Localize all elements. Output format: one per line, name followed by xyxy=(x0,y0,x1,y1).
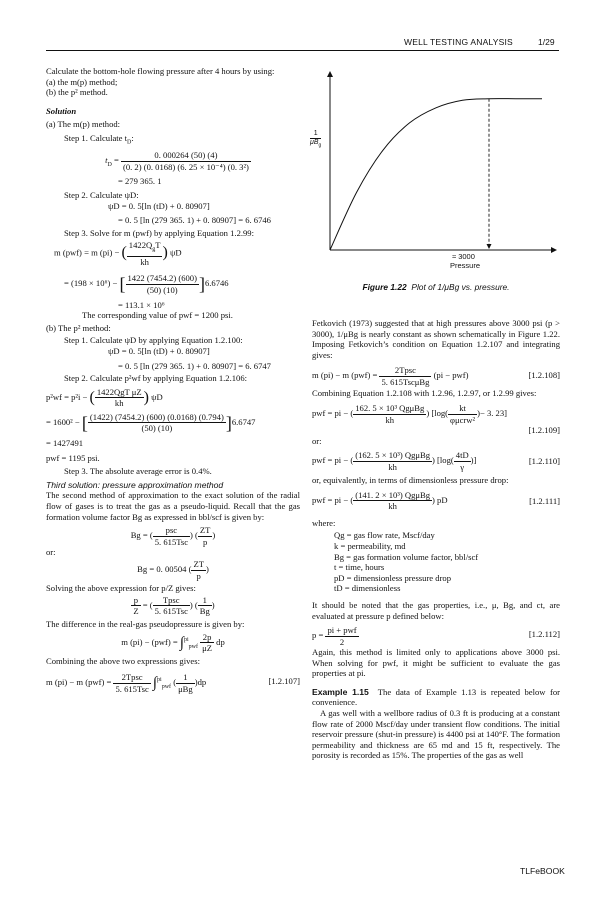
def-item: k = permeability, md xyxy=(334,540,406,551)
def-item: tD = dimensionless xyxy=(334,583,401,594)
footer-mark: TLFeBOOK xyxy=(520,866,565,876)
example-1-15: Example 1.15 The data of Example 1.13 is repeated below for convenience. xyxy=(312,686,560,708)
x-axis-label: Pressure xyxy=(450,261,481,270)
or-text-2: or: xyxy=(312,435,322,446)
step3-a: Step 3. Solve for m (pwf) by applying Equation 1.2.99: xyxy=(64,227,254,238)
def-item: t = time, hours xyxy=(334,562,385,573)
difference-text: The difference in the real-gas pseudopressure is given by: xyxy=(46,618,245,629)
fetkovich-paragraph: Fetkovich (1973) suggested that at high pressures above 3000 psi (p > 3000), 1/μBg is nearly constant as shown schematically in Figure 1.22. Imposing Fetkovich’s condition on Equation 1.2.107 and integrating gives: xyxy=(312,318,560,360)
p2-pwf: pwf = 1195 psi. xyxy=(46,452,100,463)
combining-text: Combining the above two expressions gives: xyxy=(46,655,200,666)
equation-109: pwf = pi − ( $\frac{\text{162. 5 × 10³ QgμBg}}{kh}$ ) [log( $\frac{kt}{\text{φμcrw²}}$ )− 3. 23] xyxy=(312,402,508,425)
tD-numerator: 0. 000264 (50) (4) xyxy=(121,150,251,162)
def-item: pD = dimensionless pressure drop xyxy=(334,572,452,583)
pz-equation: $\frac{p}{Z}$ = ( $\frac{\text{Tpsc}}{\text{5. 615Tsc}}$ ) ( $\frac{1}{Bg}$ ) xyxy=(133,594,215,617)
third-solution-heading: Third solution: pressure approximation method xyxy=(46,479,224,490)
figure-1-22 xyxy=(310,68,560,278)
tD-denominator: (0. 2) (0. 0168) (6. 25 × 10⁻⁴) (0. 3²) xyxy=(122,161,249,172)
y-axis-label: 1 $\mu B_g$ xyxy=(310,130,322,149)
third-solution-body: The second method of approximation to the exact solution of the radial flow of gases is to treat the gas as a pseudo-liquid. Recall that the gas formation volume factor Bg as expressed in bbl/scf is given by: xyxy=(46,490,300,522)
step3-b: Step 3. The absolute average error is 0.4%. xyxy=(64,466,212,477)
psi-value: = 0. 5 [ln (279 365. 1) + 0. 80907] = 6. 6746 xyxy=(118,215,271,226)
chart-svg xyxy=(310,68,560,278)
step1-a: Step 1. Calculate $t_D$: xyxy=(64,132,134,146)
p2-calc: = 1600² − [ $\frac{(1422) (7454.2) (600) (0.0168) (0.794)}{(50) (10)}$ ]6.6747 xyxy=(46,411,256,434)
running-title: WELL TESTING ANALYSIS xyxy=(404,37,513,47)
part-a-heading: (a) The m(p) method: xyxy=(46,119,121,130)
bg-equation: Bg = ( $\frac{\text{psc}}{\text{5. 615Tsc}}$ ) ( $\frac{ZT}{p}$ ) xyxy=(130,525,216,547)
p2-value: = 1427491 xyxy=(46,438,84,449)
right-column xyxy=(312,318,560,761)
option-b: (b) the p² method. xyxy=(46,87,108,98)
equation-110: pwf = pi − ( $\frac{\text{(162. 5 × 10³) QgμBg}}{kh}$ ) [log( $\frac{4tD}{\gamma}$ )] [1.2.110] xyxy=(312,450,560,472)
eq-number-107: [1.2.107] xyxy=(268,676,300,687)
solution-heading: Solution xyxy=(46,105,77,116)
example-body: A gas well with a wellbore radius of 0.3 ft is producing at a constant flow rate of 2000 Mscf/day under transient flow conditions. The initial reservoir pressure (shut-in pressure) is 4400 psi at 140°F. The formation permeability and thickness are 65 md and 15 ft, respectively. The porosity is recorded as 15%. The properties of the gas as well xyxy=(312,708,560,761)
b-psi-value: = 0. 5 [ln (279 365. 1) + 0. 80907] = 6. 6747 xyxy=(118,360,271,371)
combined-equation: m (pi) − m (pwf) = $\frac{\text{2Tpsc}}{\text{5. 615Tsc}}$ ∫$^{pi}_{pwf}$ ( $\frac{1}{\text{μBg}}$ )dp [1.2.107] xyxy=(46,672,300,694)
curve-line xyxy=(330,99,542,250)
limitation-text: Again, this method is limited only to applications above 3000 psi. When solving for pwf, it might be sufficient to evaluate the gas properties at pi. xyxy=(312,647,560,679)
dashed-arrowhead xyxy=(487,244,492,249)
mpwf-value: = 113.1 × 10⁶ xyxy=(118,299,165,310)
equation-112: p = $\frac{\text{pi + pwf}}{2}$ [1.2.112] xyxy=(312,625,560,647)
mpwf-equation: m (pwf) = m (pi) − ( $\frac{1422Q_gT}{kh}$ ) ψD xyxy=(54,240,182,267)
eq-number-109: [1.2.109] xyxy=(528,424,560,435)
mpwf-corresponding: The corresponding value of pwf = 1200 psi. xyxy=(82,310,233,321)
or-text-1: or: xyxy=(46,547,56,558)
left-column xyxy=(46,66,300,694)
def-item: Qg = gas flow rate, Mscf/day xyxy=(334,530,435,541)
p2-equation: p²wf = p²i − ( $\frac{\text{1422QgT μZ}}{kh}$ ) ψD xyxy=(46,386,163,409)
psi-equation: ψD = 0. 5[ln (tD) + 0. 80907] xyxy=(108,200,210,211)
page-number: 1/29 xyxy=(538,37,555,47)
part-b-heading: (b) The p² method: xyxy=(46,322,111,333)
combining-108-text: Combining Equation 1.2.108 with 1.2.96, 1.2.97, or 1.2.99 gives: xyxy=(312,388,537,399)
intro-text: Calculate the bottom-hole flowing pressure after 4 hours by using: xyxy=(46,66,275,76)
tD-value: = 279 365. 1 xyxy=(118,176,162,187)
bg2-equation: Bg = 0. 00504 ( $\frac{ZT}{p}$ ) xyxy=(137,559,209,581)
step1-b: Step 1. Calculate ψD by applying Equation 1.2.100: xyxy=(64,335,243,346)
figure-caption: Figure 1.22 Plot of 1/μBg vs. pressure. xyxy=(362,282,510,292)
step2-b: Step 2. Calculate p²wf by applying Equation 1.2.106: xyxy=(64,373,248,384)
equivalent-text: or, equivalently, in terms of dimensionless pressure drop: xyxy=(312,475,509,486)
tD-equation: $t_D$ = $\frac{0. 000264 (50) (4)}{\text{(0. 2) (0. 0168) (6. 25 × 10⁻⁴) (0. 3²)}}$ xyxy=(105,150,249,172)
option-a: (a) the m(p) method; xyxy=(46,76,118,87)
definitions-list xyxy=(312,530,560,594)
def-item: Bg = gas formation volume factor, bbl/scf xyxy=(334,551,479,562)
x-tick-label: ≈ 3000 xyxy=(452,252,475,261)
header-rule xyxy=(46,50,559,51)
running-header xyxy=(0,37,604,49)
equation-108: m (pi) − m (pwf) = $\frac{\text{2Tpsc}}{\text{5. 615TscμBg}}$ (pi − pwf) [1.2.108] xyxy=(312,365,560,387)
where-text: where: xyxy=(312,517,336,528)
solving-text: Solving the above expression for p/Z gives: xyxy=(46,583,196,594)
equation-111: pwf = pi − ( $\frac{\text{(141. 2 × 10³) QgμBg}}{kh}$ ) pD [1.2.111] xyxy=(312,489,560,512)
b-psi-equation: ψD = 0. 5[ln (tD) + 0. 80907] xyxy=(108,345,210,356)
gas-properties-text: It should be noted that the gas properties, i.e., μ, Bg, and ct, are evaluated at pressure p defined below: xyxy=(312,599,560,621)
step2-a: Step 2. Calculate ψD: xyxy=(64,190,139,201)
mpwf-calc: = (198 × 10⁶) − [ $\frac{1422 (7454.2) (600)}{(50) (10)}$ ]6.6746 xyxy=(64,273,229,295)
integral-equation: m (pi) − (pwf) = ∫$^{pi}_{pwf}$ $\frac{2p}{\mu Z}$ dp xyxy=(121,631,225,654)
